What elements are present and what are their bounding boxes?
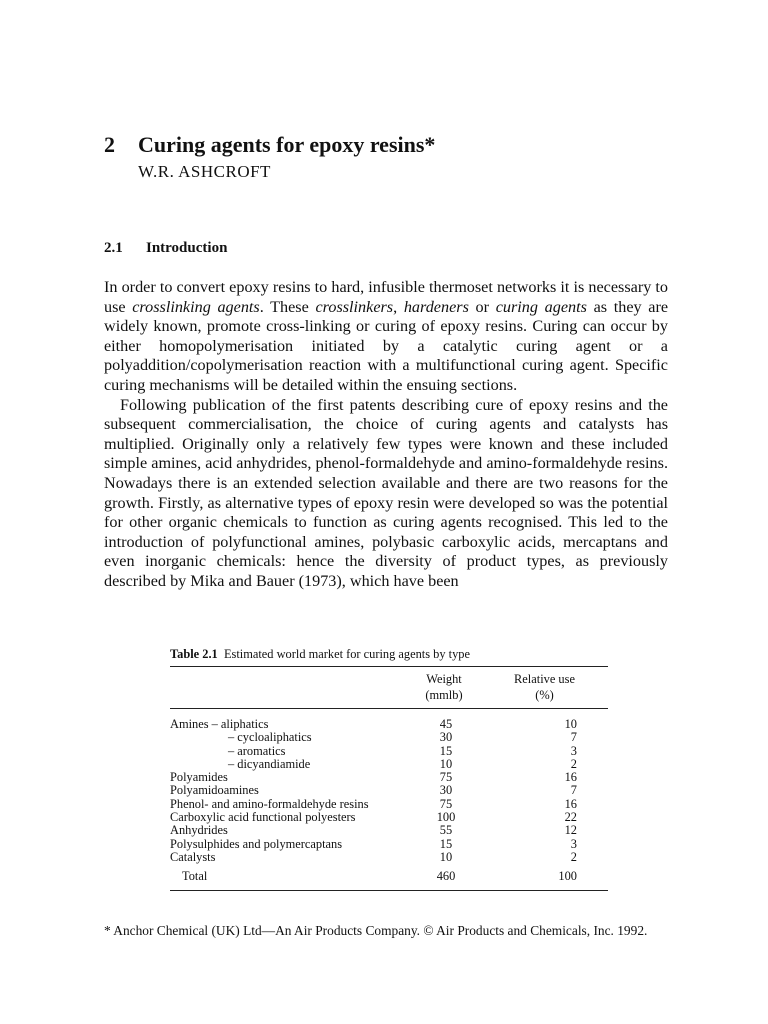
- row-relative: 10: [564, 717, 577, 731]
- table-body: [170, 709, 608, 865]
- row-relative: 7: [570, 783, 577, 798]
- header-weight-unit: (mmlb): [407, 687, 481, 709]
- chapter-title-text: Curing agents for epoxy resins*: [138, 132, 436, 157]
- table-row: [170, 709, 608, 732]
- row-relative: 16: [564, 796, 577, 811]
- row-name: Catalysts: [170, 849, 216, 864]
- table-row: [170, 784, 608, 797]
- p1-text-2: . These: [259, 297, 316, 316]
- paragraph-2: Following publication of the first patents describing cure of epoxy resins and the subsequent commercialisation, the choice of curing agents and catalysts has multiplied. Originally only a relatively few types were known and these included simple amines, acid anhydrides, phenol-formaldehyde and amino-formaldehyde resins. Nowadays there is an extended selection available and there are two reasons for the growth. Firstly, as alternative types of epoxy resin were developed so was the potential for other organic chemicals to function as curing agents recognised. This led to the introduction of polyfunctional amines, polybasic carboxylic acids, mercaptans and even inorganic chemicals: hence the diversity of product types, as previously described by Mika and Bauer (1973), which have been: [104, 395, 668, 590]
- footnote: [104, 922, 668, 939]
- table-row: [170, 851, 608, 864]
- table-row: [170, 838, 608, 851]
- table-caption: [170, 646, 608, 662]
- table-row: [170, 745, 608, 758]
- chapter-title: [104, 131, 435, 159]
- p1-text-5: as they are widely known, promote cross-linking or curing of epoxy resins. Curing can occur by either homopolymerisation initiated by a catalytic curing agent or a polyaddition/copolymerisation reaction with a multifunctional curing agent. Specific curing mechanisms will be detailed within the ensuing sections.: [104, 297, 669, 394]
- header-relative-unit: (%): [481, 687, 608, 709]
- header-name-col: [170, 667, 407, 688]
- row-relative: 12: [564, 823, 577, 838]
- total-weight: 460: [407, 864, 481, 890]
- chapter-author: W.R. ASHCROFT: [138, 162, 271, 181]
- chapter-number: 2: [104, 132, 115, 157]
- table-caption-label: Table 2.1: [170, 647, 218, 661]
- row-weight: 10: [439, 756, 453, 771]
- footnote-text: * Anchor Chemical (UK) Ltd—An Air Products Company. © Air Products and Chemicals, Inc. 1992.: [104, 923, 648, 938]
- body-text: [104, 278, 668, 592]
- row-name: Phenol- and amino-formaldehyde resins: [170, 796, 369, 811]
- total-relative: 100: [481, 864, 608, 890]
- row-weight: 15: [439, 743, 453, 758]
- table-row: [170, 798, 608, 811]
- table-2-1: [170, 646, 608, 891]
- row-name: Amines – aliphatics: [170, 717, 269, 731]
- chapter-heading: [104, 131, 435, 183]
- p1-italic-crosslinking-agents: crosslinking agents: [132, 297, 260, 316]
- section-number: 2.1: [104, 240, 123, 256]
- p1-italic-hardeners: hardeners: [403, 297, 469, 316]
- row-weight: 75: [439, 796, 453, 811]
- row-weight: 45: [439, 717, 453, 731]
- header-weight: Weight: [407, 667, 481, 688]
- table-total-row: [170, 864, 608, 890]
- curing-agents-table: [170, 666, 608, 891]
- section-heading: [104, 240, 227, 257]
- header-relative: Relative use: [481, 667, 608, 688]
- table-row: [170, 811, 608, 824]
- table-row: [170, 731, 608, 744]
- table-row: [170, 824, 608, 837]
- table-caption-text: Estimated world market for curing agents by type: [223, 647, 470, 661]
- row-weight: 100: [436, 810, 456, 825]
- row-name: Carboxylic acid functional polyesters: [170, 810, 356, 825]
- row-weight: 30: [439, 783, 453, 798]
- p1-italic-crosslinkers: crosslinkers: [315, 297, 394, 316]
- p1-italic-curing-agents: curing agents: [495, 297, 587, 316]
- row-name: Polyamides: [170, 770, 228, 785]
- table-row: [170, 771, 608, 784]
- table-header-row-2: [170, 687, 608, 709]
- table-row: [170, 758, 608, 771]
- row-relative: 3: [570, 836, 577, 851]
- p1-text-1: In order to convert epoxy resins to hard, infusible thermoset networks it is necessary to use: [104, 278, 668, 316]
- row-relative: 2: [570, 849, 577, 864]
- row-weight: 75: [439, 770, 453, 785]
- row-weight: 30: [439, 730, 453, 745]
- row-weight: 55: [439, 823, 453, 838]
- p1-text-4: or: [468, 297, 496, 316]
- row-relative: 2: [570, 756, 577, 771]
- row-name: Polysulphides and polymercaptans: [170, 836, 343, 851]
- row-name: Anhydrides: [170, 823, 228, 838]
- table-header-row: [170, 667, 608, 688]
- header-name-col-2: [170, 687, 407, 709]
- row-relative: 3: [570, 743, 577, 758]
- row-name: – dicyandiamide: [228, 756, 311, 771]
- row-name: – aromatics: [228, 743, 286, 758]
- row-relative: 22: [564, 810, 577, 825]
- row-relative: 16: [564, 770, 577, 785]
- paragraph-1: [104, 278, 668, 396]
- row-weight: 10: [439, 849, 453, 864]
- total-label: Total: [170, 864, 407, 890]
- row-name: – cycloaliphatics: [228, 730, 312, 745]
- p1-text-3: ,: [393, 297, 404, 316]
- row-name: Polyamidoamines: [170, 783, 259, 798]
- row-relative: 7: [570, 730, 577, 745]
- row-weight: 15: [439, 836, 453, 851]
- section-title: Introduction: [146, 240, 228, 256]
